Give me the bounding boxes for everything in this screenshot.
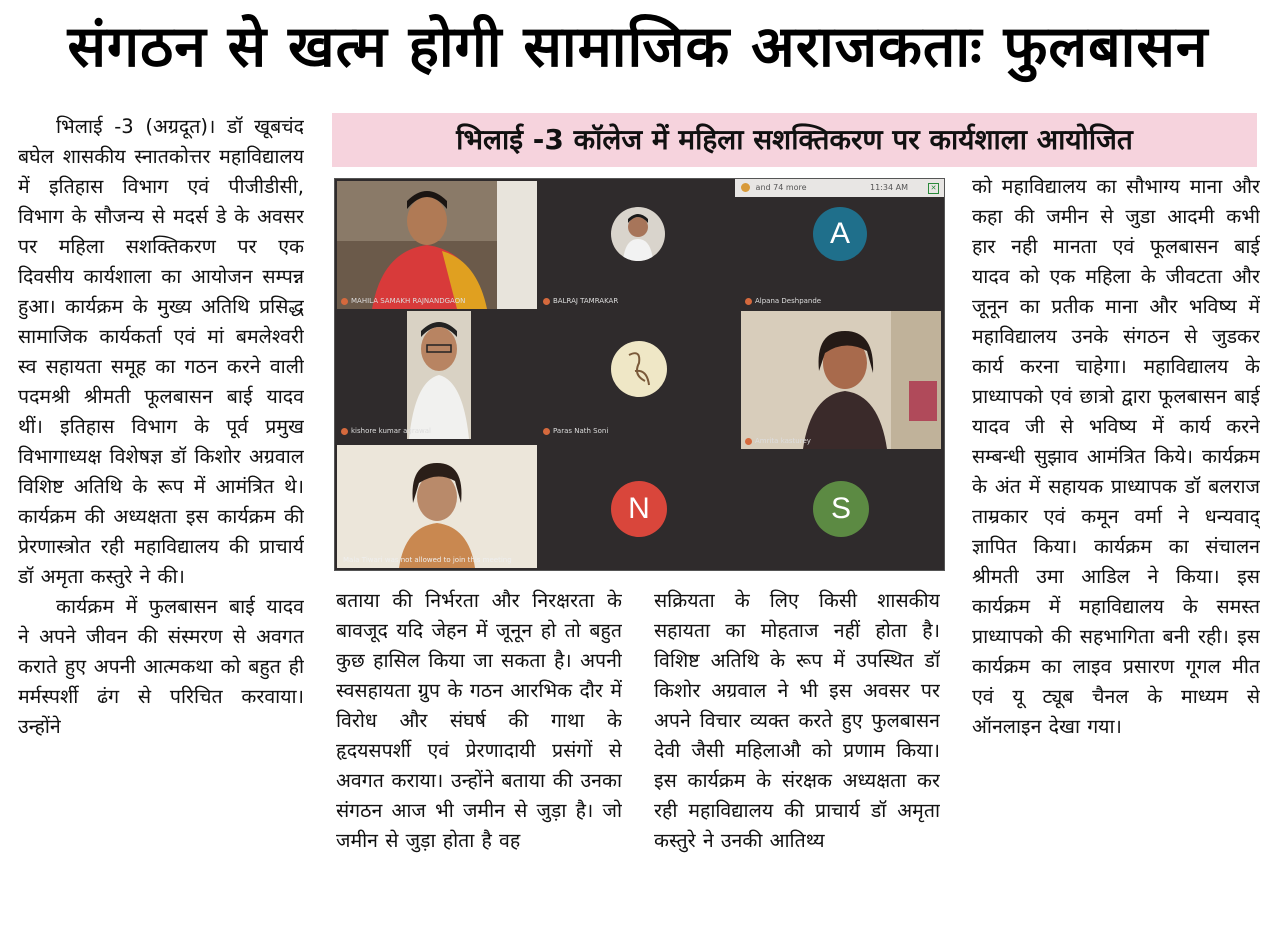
headline: संगठन से खत्म होगी सामाजिक अराजकताः फुलबासन xyxy=(67,14,1209,80)
video-meeting-photo xyxy=(334,178,945,571)
article-column-2 xyxy=(336,586,622,906)
participant-tile xyxy=(539,311,739,439)
participant-tile xyxy=(539,445,739,568)
avatar xyxy=(611,207,665,261)
close-icon: ✕ xyxy=(928,183,939,194)
participant-tile xyxy=(741,449,941,568)
participant-name: BALRAJ TAMRAKAR xyxy=(543,297,618,305)
participant-tile xyxy=(337,181,537,309)
participant-name: kishore kumar agrawal xyxy=(341,427,431,435)
participant-video-icon xyxy=(741,311,941,449)
participant-video-icon xyxy=(337,311,537,439)
meeting-time: 11:34 AM xyxy=(870,183,908,192)
participant-video-icon xyxy=(337,445,537,568)
initial-avatar: S xyxy=(813,481,869,537)
article-paragraph: सक्रियता के लिए किसी शासकीय सहायता का मोहताज नहीं होता है। विशिष्ट अतिथि के रूप में उपस्थित डॉ किशोर अग्रवाल ने भी इस अवसर पर अपने विचार व्यक्त करते हुए फुलबासन देवी जैसी महिलाऔ को प्रणाम किया। इस कार्यक्रम के संरक्षक अध्यक्षता कर रही महाविद्यालय की प्राचार्य डॉ अमृता कस्तुरे ने उनकी आतिथ्य xyxy=(654,589,940,852)
article-column-1 xyxy=(18,112,304,912)
participants-more: and 74 more xyxy=(755,183,807,192)
participant-tile xyxy=(741,311,941,449)
initial-avatar: A xyxy=(813,207,867,261)
article-paragraph: बताया की निर्भरता और निरक्षरता के बावजूद यदि जेहन में जूनून हो तो बहुत कुछ हासिल किया जा सकता है। अपनी स्वसहायता ग्रुप के गठन आरभिक दौर में विरोध और संघर्ष की गाथा के हृदयसपर्शी एवं प्रेरणादायी प्रसंगों से अवगत कराया। उन्होंने बताया की उनका संगठन आज भी जमीन से जुड़ा है। जो जमीन से जुड़ा होता है वह xyxy=(336,589,622,852)
participant-name: MAHILA SAMAKH RAJNANDGAON xyxy=(341,297,465,305)
article-column-4 xyxy=(972,172,1260,912)
participant-tile xyxy=(741,181,941,309)
avatar xyxy=(611,341,667,397)
subheadline: भिलाई -3 कॉलेज में महिला सशक्तिकरण पर कार्यशाला आयोजित xyxy=(332,113,1257,167)
participant-name: Paras Nath Soni xyxy=(543,427,608,435)
article-paragraph: को महाविद्यालय का सौभाग्य माना और कहा की जमीन से जुडा आदमी कभी हार नही मानता एवं फूलबासन बाई यादव को एक महिला के जीवटता और जूनून का प्रतीक माना और भविष्य में महाविद्यालय उनके संगठन से जुडकर कार्य करना चाहेगा। महाविद्यालय के प्राध्यापको एवं छात्रो द्वारा फूलबासन बाई यादव जी से भविष्य में कार्य करने सम्बन्धी सुझाव आमंत्रित किये। कार्यक्रम के अंत में सहायक प्राध्यापक डॉ बलराज ताम्रकार एवं कमून वर्मा ने धन्यवाद् ज्ञापित किया। कार्यक्रम का संचालन श्रीमती उमा आडिल ने किया। इस कार्यक्रम में महाविद्यालय के समस्त प्राध्यापको की सहभागिता बनी रही। इस कार्यक्रम का लाइव प्रसारण गूगल मीत एवं यू ट्यूब चैनल के माध्यम से ऑनलाइन देखा गया। xyxy=(972,175,1260,738)
participant-name: Alpana Deshpande xyxy=(745,297,821,305)
participant-tile xyxy=(539,181,739,309)
initial-avatar: N xyxy=(611,481,667,537)
participant-video-icon xyxy=(337,181,537,309)
article-paragraph: कार्यक्रम में फुलबासन बाई यादव ने अपने जीवन की संस्मरण से अवगत कराते हुए अपनी आत्मकथा को बहुत ही मर्मस्पर्शी ढंग से परिचित करवाया। उन्होंने xyxy=(18,595,304,738)
meeting-notice: Mala Tiwari was not allowed to join this meeting xyxy=(343,556,512,564)
article-paragraph: भिलाई -3 (अग्रदूत)। डॉ खूबचंद बघेल शासकीय स्नातकोत्तर महाविद्यालय में इतिहास विभाग एवं पीजीडीसी, विभाग के सौजन्य से मदर्स डे के अवसर पर महिला सशक्तिकरण पर एक दिवसीय कार्यशाला का आयोजन सम्पन्न हुआ। कार्यक्रम के मुख्य अतिथि प्रसिद्ध सामाजिक कार्यकर्ता एवं मां बमलेश्वरी स्व सहायता समूह का गठन करने वाली पदमश्री श्रीमती फूलबासन बाई यादव थीं। इतिहास विभाग के पूर्व प्रमुख विभागाध्यक्ष विशेषज्ञ डॉ किशोर अग्रवाल विशिष्ट अतिथि के रूप में आमंत्रित थे। कार्यक्रम की अध्यक्षता इस कार्यक्रम की प्रेरणास्त्रोत रही महाविद्यालय की प्राचार्य डॉ अमृता कस्तुरे ने की। xyxy=(18,115,304,588)
participant-tile xyxy=(337,311,537,439)
article-column-3 xyxy=(654,586,940,906)
participant-name: Amrita kasturey xyxy=(745,437,811,445)
participant-tile xyxy=(337,445,537,568)
